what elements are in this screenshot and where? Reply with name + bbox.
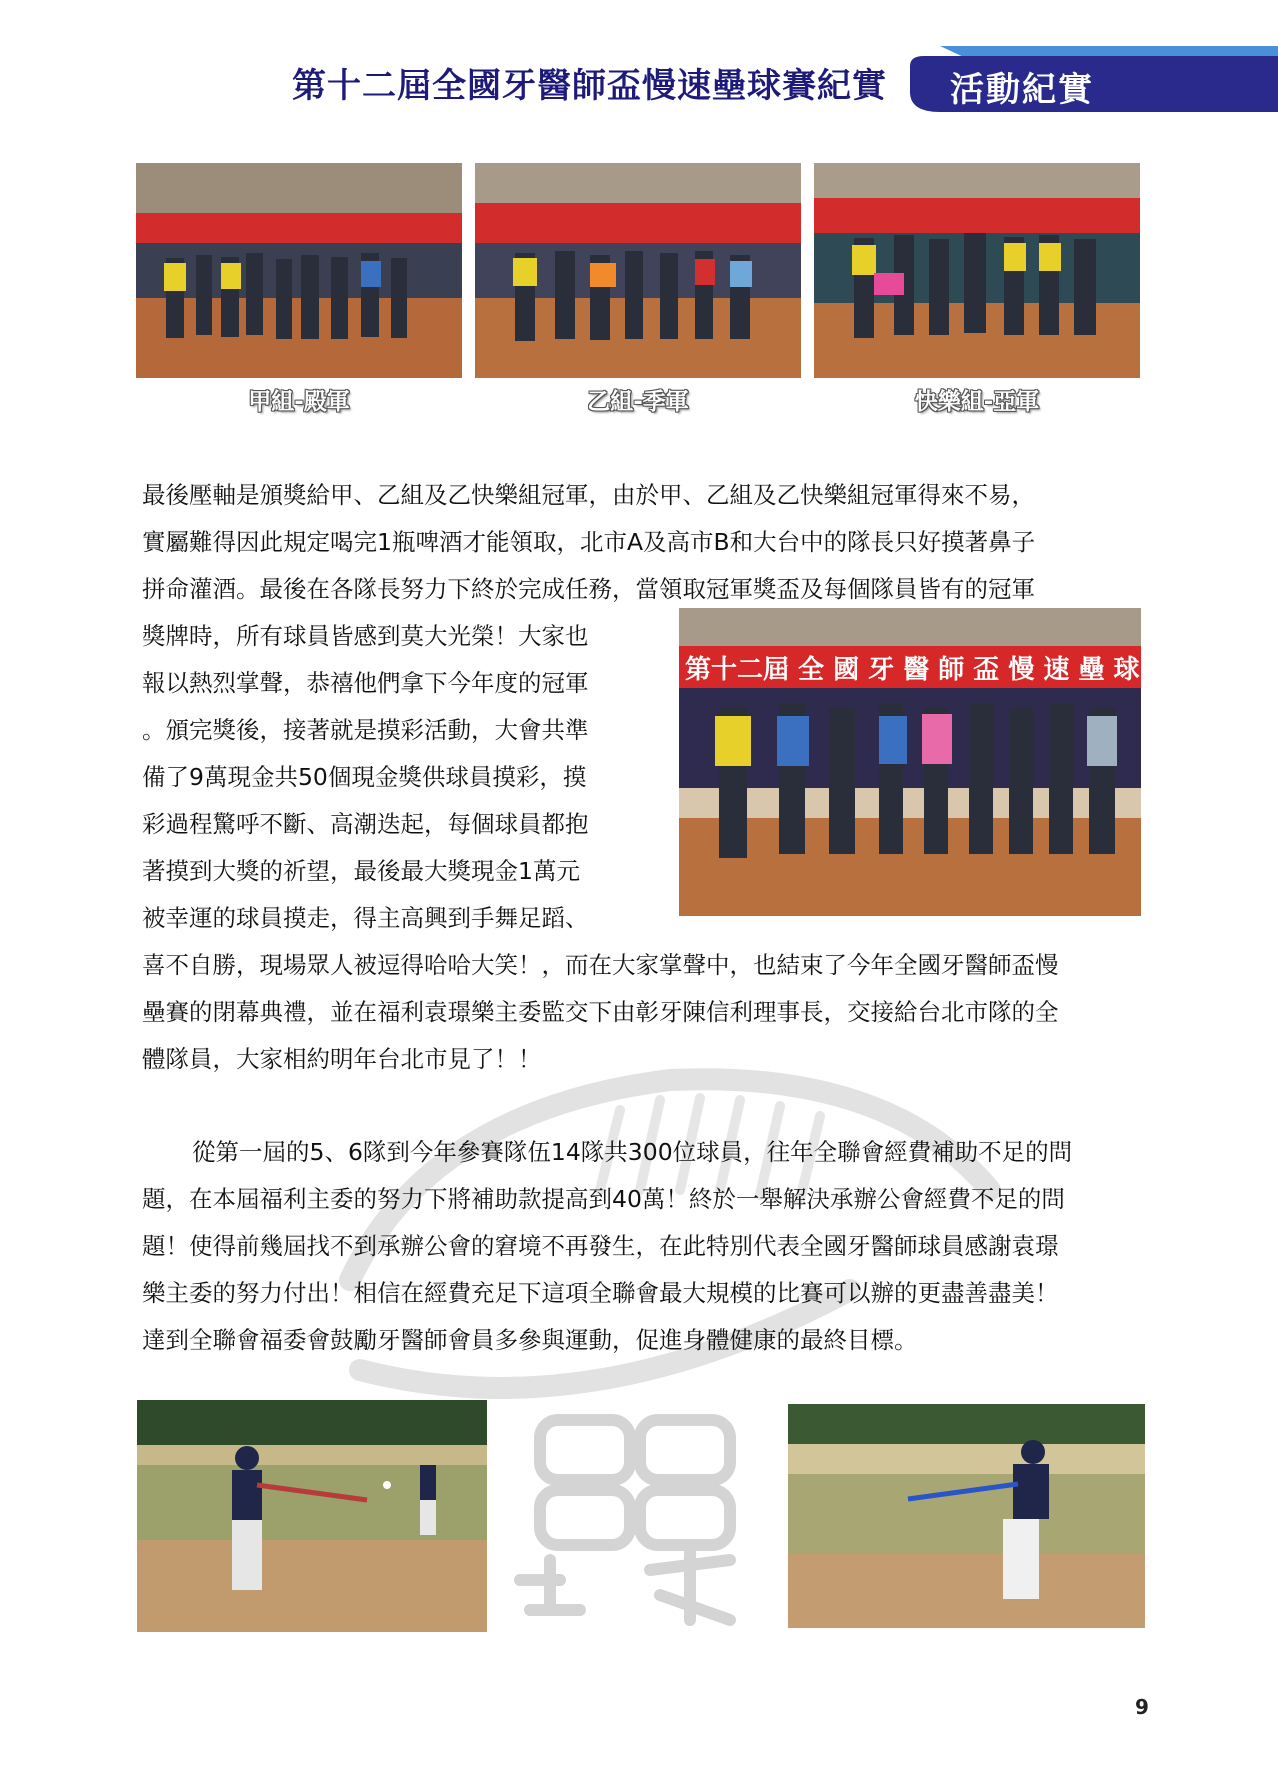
paragraph2-line-2: 題，在本屆福利主委的努力下將補助款提高到40萬！終於一舉解決承辦公會經費不足的問: [142, 1185, 1065, 1213]
section-label: 活動紀實: [950, 70, 1094, 110]
paragraph2-line-1: 從第一屆的5、6隊到今年參賽隊伍14隊共300位球員，往年全聯會經費補助不足的問: [192, 1138, 1073, 1166]
caption-happy-group-second: 快樂組-亞軍: [914, 389, 1040, 415]
paragraph1-line-2: 實屬難得因此規定喝完1瓶啤酒才能領取，北市A及高市B和大台中的隊長只好摸著鼻子: [142, 528, 1036, 556]
paragraph1-after-line-1: 喜不自勝，現場眾人被逗得哈哈大笑！，而在大家掌聲中，也結束了今年全國牙醫師盃慢: [142, 951, 1059, 979]
photo-batter-right: [788, 1404, 1145, 1628]
paragraph2-line-3: 題！使得前幾屆找不到承辦公會的窘境不再發生，在此特別代表全國牙醫師球員感謝袁璟: [142, 1232, 1059, 1260]
photo-champion-team: [679, 608, 1210, 916]
photo-batter-left: [137, 1400, 487, 1632]
paragraph1-wrap-line-2: 報以熱烈掌聲，恭禧他們拿下今年度的冠軍: [142, 669, 589, 697]
section-tab: [910, 42, 1278, 112]
ceremony-banner-text: 第十二屆 全 國 牙 醫 師 盃 慢 速 壘 球 錦 標: [685, 655, 1210, 685]
photo-group-a-fourth: [136, 163, 462, 378]
paragraph1-after-line-3: 體隊員，大家相約明年台北市見了！！: [142, 1045, 542, 1073]
paragraph1-wrap-line-6: 著摸到大獎的祈望，最後最大獎現金1萬元: [142, 857, 580, 885]
paragraph1-after-line-2: 壘賽的閉幕典禮，並在福利袁璟樂主委監交下由彰牙陳信利理事長，交接給台北市隊的全: [142, 998, 1059, 1026]
paragraph1-wrap-line-4: 備了9萬現金共50個現金獎供球員摸彩，摸: [142, 763, 587, 791]
paragraph1-line-3: 拼命灌酒。最後在各隊長努力下終於完成任務，當領取冠軍獎盃及每個隊員皆有的冠軍: [142, 575, 1035, 603]
photo-happy-group-second: [814, 163, 1140, 378]
paragraph2-line-4: 樂主委的努力付出！相信在經費充足下這項全聯會最大規模的比賽可以辦的更盡善盡美！: [142, 1279, 1059, 1307]
paragraph1-wrap-line-5: 彩過程驚呼不斷、高潮迭起，每個球員都抱: [142, 810, 589, 838]
caption-group-a-fourth: 甲組-殿軍: [248, 389, 350, 415]
paragraph1-wrap-line-1: 獎牌時，所有球員皆感到莫大光榮！大家也: [142, 622, 589, 650]
paragraph1-wrap-line-7: 被幸運的球員摸走，得主高興到手舞足蹈、: [142, 904, 589, 932]
page-title: 第十二屆全國牙醫師盃慢速壘球賽紀實: [292, 66, 887, 106]
paragraph1-wrap-line-3: 。頒完獎後，接著就是摸彩活動，大會共準: [142, 716, 589, 744]
photo-group-b-third: [475, 163, 801, 378]
caption-group-b-third: 乙組-季軍: [587, 389, 689, 415]
paragraph1-line-1: 最後壓軸是頒獎給甲、乙組及乙快樂組冠軍，由於甲、乙組及乙快樂組冠軍得來不易，: [142, 481, 1035, 509]
paragraph2-line-5: 達到全聯會福委會鼓勵牙醫師會員多參與運動，促進身體健康的最終目標。: [142, 1326, 918, 1354]
page-number: 9: [1135, 1695, 1149, 1719]
